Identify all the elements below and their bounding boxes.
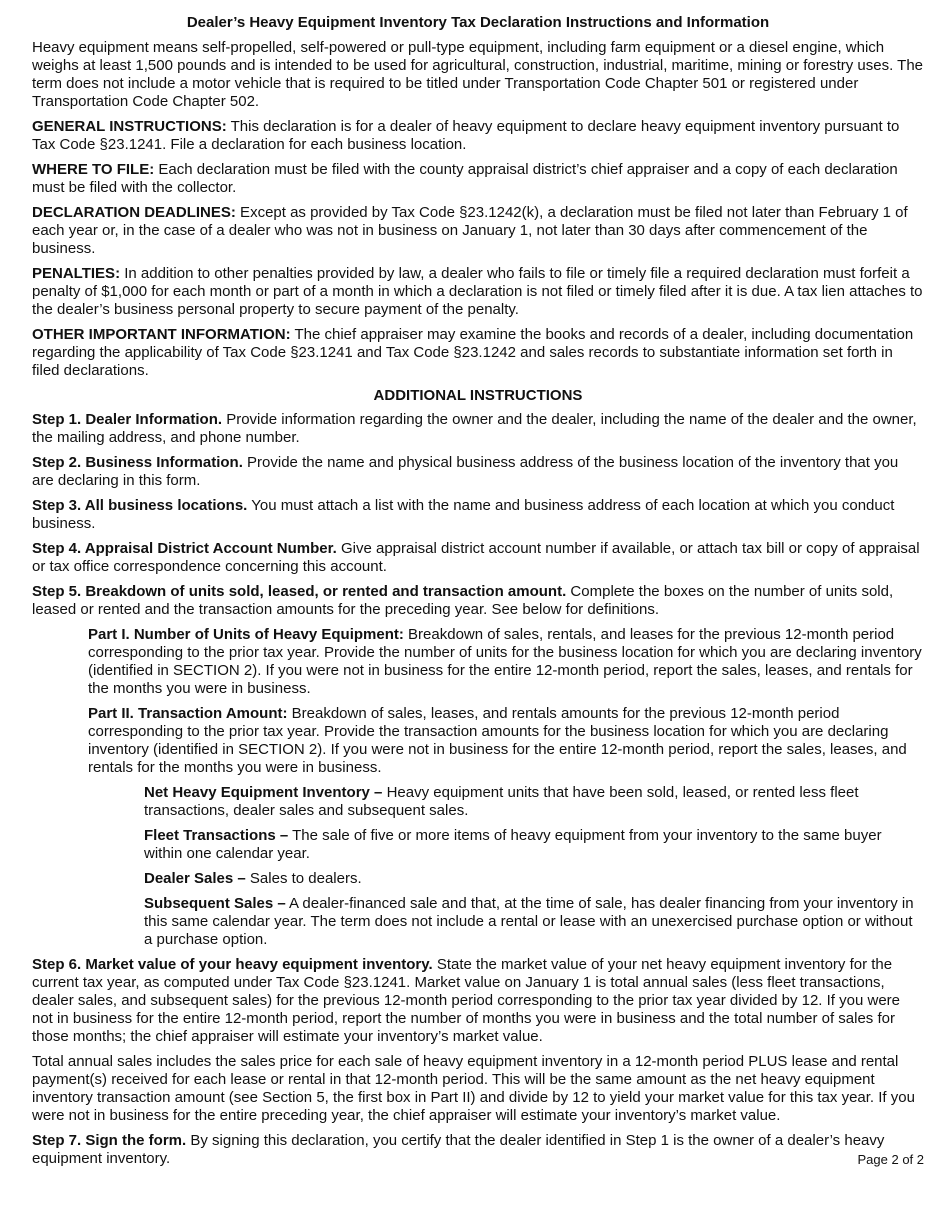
- part-text: Breakdown of sales, rentals, and leases for the previous 12-month period corresponding to the prior tax year. Provide the number of units for the business location for which you are declaring inventory (identified in SECTION 2). If you were not in business for the entire 12-month period, report the sales, leases, and rentals for the months you were in business.: [88, 626, 922, 697]
- intro-paragraph: Heavy equipment means self-propelled, self-powered or pull-type equipment, including farm equipment or a diesel engine, which weighs at least 1,500 pounds and is intended to be used for agricultural, construction, industrial, maritime, mining or forestry uses. The term does not include a motor vehicle that is required to be titled under Transportation Code Chapter 501 or registered under Transportation Code Chapter 502.: [32, 39, 924, 110]
- section-text: This declaration is for a dealer of heavy equipment to declare heavy equipment inventory pursuant to Tax Code §23.1241. File a declaration for each business location.: [32, 118, 900, 153]
- definition-text: A dealer-financed sale and that, at the time of sale, has dealer financing from your inventory in this same calendar year. The term does not include a rental or lease with an unexercised purchase option or without a purchase option.: [144, 895, 914, 948]
- definition-label: Fleet Transactions –: [144, 827, 289, 844]
- step-3: [32, 497, 924, 533]
- additional-instructions-heading: ADDITIONAL INSTRUCTIONS: [373, 387, 583, 404]
- step-6: [32, 956, 924, 1046]
- section-label: OTHER IMPORTANT INFORMATION:: [32, 326, 291, 343]
- step-4: [32, 540, 924, 576]
- part-2: [88, 705, 924, 777]
- definition-label: Subsequent Sales –: [144, 895, 286, 912]
- other-important-information: [32, 326, 924, 380]
- section-label: DECLARATION DEADLINES:: [32, 204, 236, 221]
- step-label: Step 7. Sign the form.: [32, 1132, 187, 1149]
- step-text: By signing this declaration, you certify that the dealer identified in Step 1 is the owner of a dealer’s heavy equipment inventory.: [32, 1132, 885, 1167]
- section-label: WHERE TO FILE:: [32, 161, 155, 178]
- definition-net-inventory: [144, 784, 924, 820]
- step-text: Give appraisal district account number if available, or attach tax bill or copy of appraisal or tax office correspondence concerning this account.: [32, 540, 920, 575]
- step-label: Step 3. All business locations.: [32, 497, 248, 514]
- step-2: [32, 454, 924, 490]
- step-text: You must attach a list with the name and business address of each location at which you conduct business.: [32, 497, 895, 532]
- penalties: [32, 265, 924, 319]
- step-text: Complete the boxes on the number of units sold, leased or rented and the transaction amounts for the preceding year. See below for definitions.: [32, 583, 894, 618]
- definition-label: Net Heavy Equipment Inventory –: [144, 784, 383, 801]
- section-text: The chief appraiser may examine the books and records of a dealer, including documentation regarding the applicability of Tax Code §23.1241 and Tax Code §23.1242 and sales records to substantiate information set forth in filed declarations.: [32, 326, 914, 379]
- section-label: PENALTIES:: [32, 265, 121, 282]
- section-text: In addition to other penalties provided by law, a dealer who fails to file or timely file a required declaration must forfeit a penalty of $1,000 for each month or part of a month in which a declaration is not filed or timely filed after it is due. A tax lien attaches to the dealer’s business personal property to secure payment of the penalty.: [32, 265, 923, 318]
- definition-text: The sale of five or more items of heavy equipment from your inventory to the same buyer within one calendar year.: [144, 827, 882, 862]
- section-label: GENERAL INSTRUCTIONS:: [32, 118, 227, 135]
- definition-text: Heavy equipment units that have been sold, leased, or rented less fleet transactions, dealer sales and subsequent sales.: [144, 784, 859, 819]
- definition-text: Sales to dealers.: [245, 870, 362, 887]
- part-label: Part I. Number of Units of Heavy Equipment:: [88, 626, 404, 643]
- definition-label: Dealer Sales –: [144, 870, 246, 887]
- section-text: Except as provided by Tax Code §23.1242(k), a declaration must be filed not later than February 1 of each year or, in the case of a dealer who was not in business on January 1, not later than 30 days after commencement of the business.: [32, 204, 908, 257]
- step-label: Step 2. Business Information.: [32, 454, 243, 471]
- part-text: Breakdown of sales, leases, and rentals amounts for the previous 12-month period corresponding to the prior tax year. Provide the transaction amounts for the business location for which you are declaring inventory (identified in SECTION 2). If you were not in business for the entire 12-month period, report the sales, leases, and rentals for the months you were in business.: [88, 705, 907, 776]
- total-annual-sales-paragraph: Total annual sales includes the sales price for each sale of heavy equipment inventory in a 12-month period PLUS lease and rental payment(s) received for each lease or rental in that 12-month period. This will be the same amount as the net heavy equipment inventory transaction amount (see Section 5, the first box in Part II) and divide by 12 to yield your market value for this tax year. If you were not in business for the entire preceding year, the chief appraiser will estimate your inventory’s market value.: [32, 1053, 915, 1124]
- step-5: [32, 583, 924, 619]
- definition-fleet-transactions: [144, 827, 924, 863]
- section-text: Each declaration must be filed with the county appraisal district’s chief appraiser and a copy of each declaration must be filed with the collector.: [32, 161, 898, 196]
- step-text: State the market value of your net heavy equipment inventory for the current tax year, as computed under Tax Code §23.1241. Market value on January 1 is total annual sales (less fleet transactions, dealer sales, and subsequent sales) for the previous 12-month period corresponding to the prior tax year divided by 12. If you were not in business for the entire 12-month period, report the number of months you were in business and the total number of sales for those months; the chief appraiser will estimate your inventory’s market value.: [32, 956, 901, 1045]
- step-text: Provide the name and physical business address of the business location of the inventory that you are declaring in this form.: [32, 454, 899, 489]
- definition-dealer-sales: [144, 870, 924, 888]
- step-label: Step 6. Market value of your heavy equipment inventory.: [32, 956, 433, 973]
- step-label: Step 4. Appraisal District Account Number.: [32, 540, 337, 557]
- declaration-deadlines: [32, 204, 924, 258]
- step-label: Step 5. Breakdown of units sold, leased, or rented and transaction amount.: [32, 583, 567, 600]
- step-label: Step 1. Dealer Information.: [32, 411, 223, 428]
- page-number: Page 2 of 2: [857, 1152, 924, 1167]
- part-label: Part II. Transaction Amount:: [88, 705, 288, 722]
- step-7: [32, 1132, 924, 1168]
- page-title: Dealer’s Heavy Equipment Inventory Tax Declaration Instructions and Information: [186, 14, 770, 31]
- step-text: Provide information regarding the owner and the dealer, including the name of the dealer and the owner, the mailing address, and phone number.: [32, 411, 917, 446]
- where-to-file: [32, 161, 924, 197]
- part-1: [88, 626, 924, 698]
- definition-subsequent-sales: [144, 895, 924, 949]
- step-1: [32, 411, 924, 447]
- general-instructions: [32, 118, 924, 154]
